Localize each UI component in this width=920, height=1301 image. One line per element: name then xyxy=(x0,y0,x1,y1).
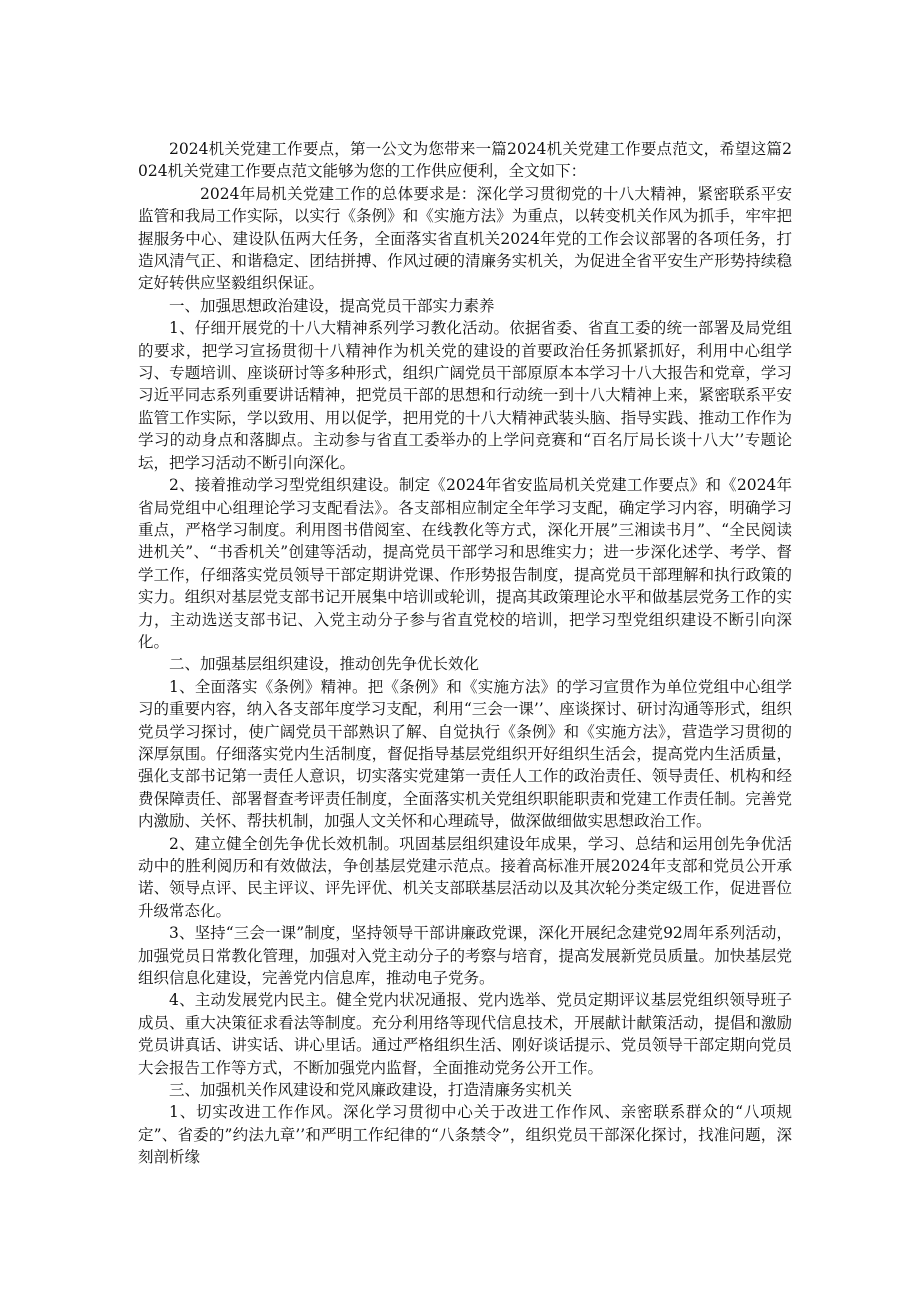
intro-paragraph: 2024机关党建工作要点，第一公文为您带来一篇2024机关党建工作要点范文，希望这篇2024机关党建工作要点范文能够为您的工作供应便利，全文如下： xyxy=(138,140,792,181)
summary-paragraph: 2024年局机关党建工作的总体要求是：深化学习贯彻党的十八大精神，紧密联系平安监管和我局工作实际，以实行《条例》和《实施方法》为重点，以转变机关作风为抓手，牢牢把握服务中心、建设队伍两大任务，全面落实省直机关2024年党的工作会议部署的各项任务，打造风清气正、和谐稳定、团结拼搏、作风过硬的清廉务实机关，为促进全省平安生产形势持续稳定好转供应坚毅组织保证。 xyxy=(138,184,792,293)
section-2-paragraph-4: 4、主动发展党内民主。健全党内状况通报、党内选举、党员定期评议基层党组织领导班子成员、重大决策征求看法等制度。充分利用络等现代信息技术，开展献计献策活动，提倡和激励党员讲真话、讲实话、讲心里话。通过严格组织生活、刚好谈话提示、党员领导干部定期向党员大会报告工作等方式，不断加强党内监督，全面推动党务公开工作。 xyxy=(138,991,792,1077)
section-3-paragraph-1: 1、切实改进工作作风。深化学习贯彻中心关于改进工作作风、亲密联系群众的“八项规定”、省委的”约法九章’’和严明工作纪律的“八条禁令”，组织党员干部深化探讨，找准问题，深刻剖析缘 xyxy=(138,1103,792,1167)
section-2-paragraph-2: 2、建立健全创先争优长效机制。巩固基层组织建设年成果，学习、总结和运用创先争优活动中的胜利阅历和有效做法，争创基层党建示范点。接着高标准开展2024年支部和党员公开承诺、领导点评、民主评议、评先评优、机关支部联基层活动以及其次轮分类定级工作，促进晋位升级常态化。 xyxy=(138,834,792,920)
section-2-paragraph-3: 3、坚持“三会一课”制度，坚持领导干部讲廉政党课，深化开展纪念建党92周年系列活动，加强党员日常教化管理，加强对入党主动分子的考察与培育，提高发展新党员质量。加快基层党组织信息化建设，完善党内信息库，推动电子党务。 xyxy=(138,924,792,988)
section-2-paragraph-1: 1、全面落实《条例》精神。把《条例》和《实施方法》的学习宣贯作为单位党组中心组学习的重要内容，纳入各支部年度学习支配，利用“三会一课’’、座谈探讨、研讨沟通等形式，组织党员学习探讨，使广阔党员干部熟识了解、自觉执行《条例》和《实施方法》，营造学习贯彻的深厚氛围。仔细落实党内生活制度，督促指导基层党组织开好组织生活会，提高党内生活质量，强化支部书记第一责任人意识，切实落实党建第一责任人工作的政治责任、领导责任、机构和经费保障责任、部署督查考评责任制度，全面落实机关党组织职能职责和党建工作责任制。完善党内激励、关怀、帮扶机制，加强人文关怀和心理疏导，做深做细做实思想政治工作。 xyxy=(138,677,792,831)
section-1-paragraph-1: 1、仔细开展党的十八大精神系列学习教化活动。依据省委、省直工委的统一部署及局党组的要求，把学习宣扬贯彻十八精神作为机关党的建设的首要政治任务抓紧抓好，利用中心组学习、专题培训、座谈研讨等多种形式，组织广阔党员干部原原本本学习十八大报告和党章，学习习近平同志系列重要讲话精神，把党员干部的思想和行动统一到十八大精神上来，紧密联系平安监管工作实际，学以致用、用以促学，把用党的十八大精神武装头脑、指导实践、推动工作作为学习的动身点和落脚点。主动参与省直工委举办的上学问竞赛和“百名厅局长谈十八大’’专题论坛，把学习活动不断引向深化。 xyxy=(138,319,792,472)
section-1-paragraph-2: 2、接着推动学习型党组织建设。制定《2024年省安监局机关党建工作要点》和《2024年省局党组中心组理论学习支配看法》。各支部相应制定全年学习支配，确定学习内容，明确学习重点，严格学习制度。利用图书借阅室、在线教化等方式，深化开展”三湘读书月”、“全民阅读进机关”、“书香机关”创建等活动，提高党员干部学习和思维实力；进一步深化述学、考学、督学工作，仔细落实党员领导干部定期讲党课、作形势报告制度，提高党员干部理解和执行政策的实力。组织对基层党支部书记开展集中培训或轮训，提高其政策理论水平和做基层党务工作的实力，主动选送支部书记、入党主动分子参与省直党校的培训，把学习型党组织建设不断引向深化。 xyxy=(138,476,792,651)
section-1-heading: 一、加强思想政治建设，提高党员干部实力素养 xyxy=(169,296,495,315)
section-2-heading: 二、加强基层组织建设，推动创先争优长效化 xyxy=(169,655,480,674)
section-3-heading: 三、加强机关作风建设和党风廉政建设，打造清廉务实机关 xyxy=(169,1081,573,1100)
